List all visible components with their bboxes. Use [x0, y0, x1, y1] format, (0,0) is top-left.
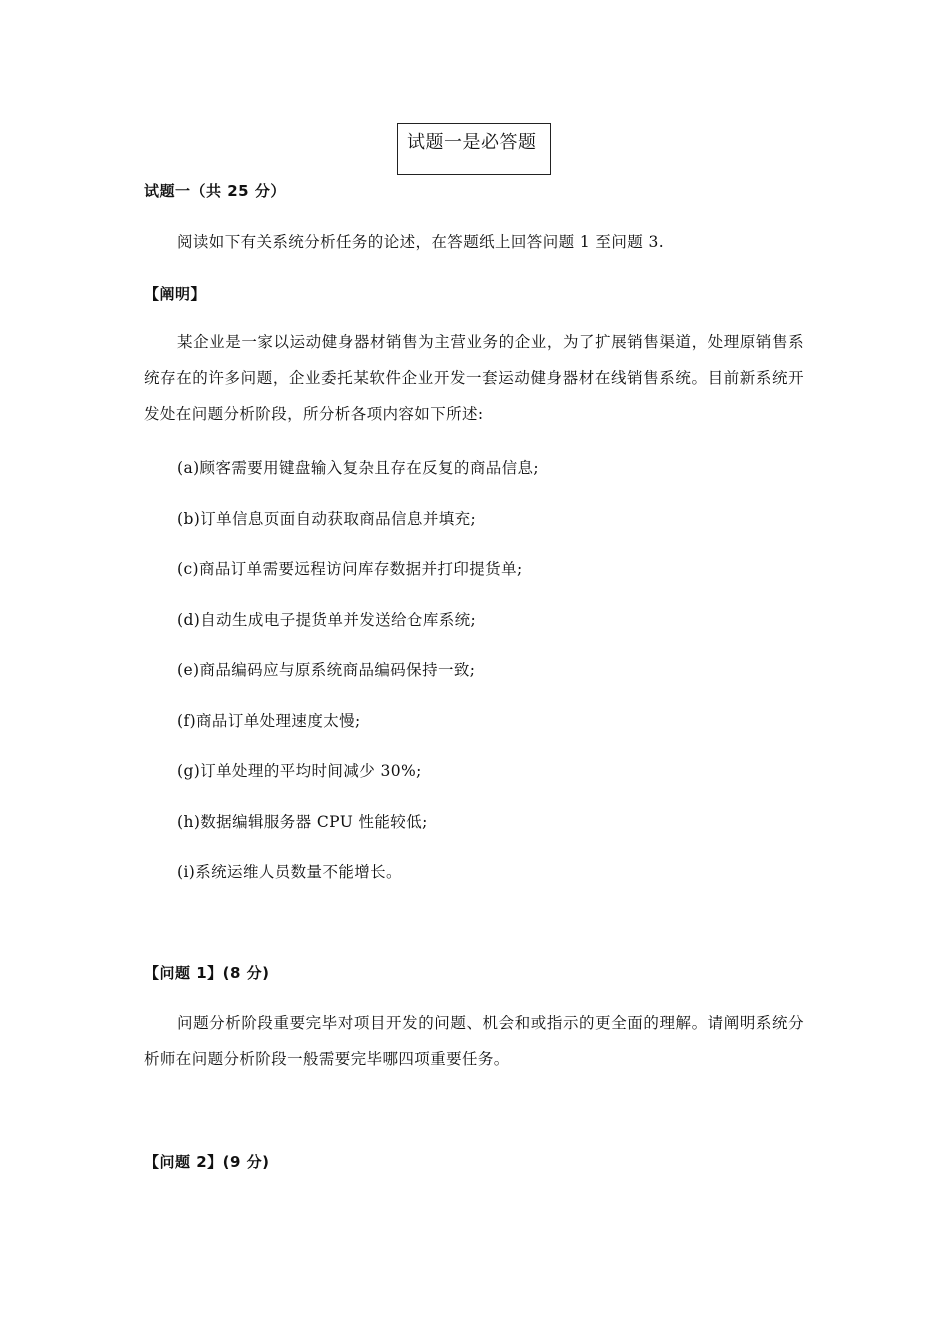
list-item: (a)顾客需要用键盘输入复杂且存在反复的商品信息;: [177, 459, 540, 477]
intro-paragraph: 阅读如下有关系统分析任务的论述，在答题纸上回答问题 1 至问题 3.: [177, 233, 665, 251]
list-item: (d)自动生成电子提货单并发送给仓库系统;: [177, 611, 477, 629]
list-item: (h)数据编辑服务器 CPU 性能较低;: [177, 813, 428, 831]
description-paragraph: 某企业是一家以运动健身器材销售为主营业务的企业，为了扩展销售渠道，处理原销售系统存在的许多问题，企业委托某软件企业开发一套运动健身器材在线销售系统。目前新系统开发处在问题分析阶段，所分析各项内容如下所述:: [144, 333, 804, 423]
question-heading: 试题一（共 25 分）: [144, 182, 286, 200]
list-item: (g)订单处理的平均时间减少 30%;: [177, 762, 422, 780]
question-2-heading: 【问题 2】(9 分): [144, 1153, 270, 1171]
list-item: (f)商品订单处理速度太慢;: [177, 712, 361, 730]
required-question-box: 试题一是必答题: [397, 123, 551, 175]
list-item: (c)商品订单需要远程访问库存数据并打印提货单;: [177, 560, 523, 578]
list-item: (i)系统运维人员数量不能增长。: [177, 863, 402, 881]
question-1-text: 问题分析阶段重要完毕对项目开发的问题、机会和或指示的更全面的理解。请阐明系统分析师在问题分析阶段一般需要完毕哪四项重要任务。: [144, 1014, 804, 1068]
list-item: (b)订单信息页面自动获取商品信息并填充;: [177, 510, 477, 528]
explain-heading: 【阐明】: [144, 285, 207, 303]
list-item: (e)商品编码应与原系统商品编码保持一致;: [177, 661, 476, 679]
question-1-heading: 【问题 1】(8 分): [144, 964, 270, 982]
